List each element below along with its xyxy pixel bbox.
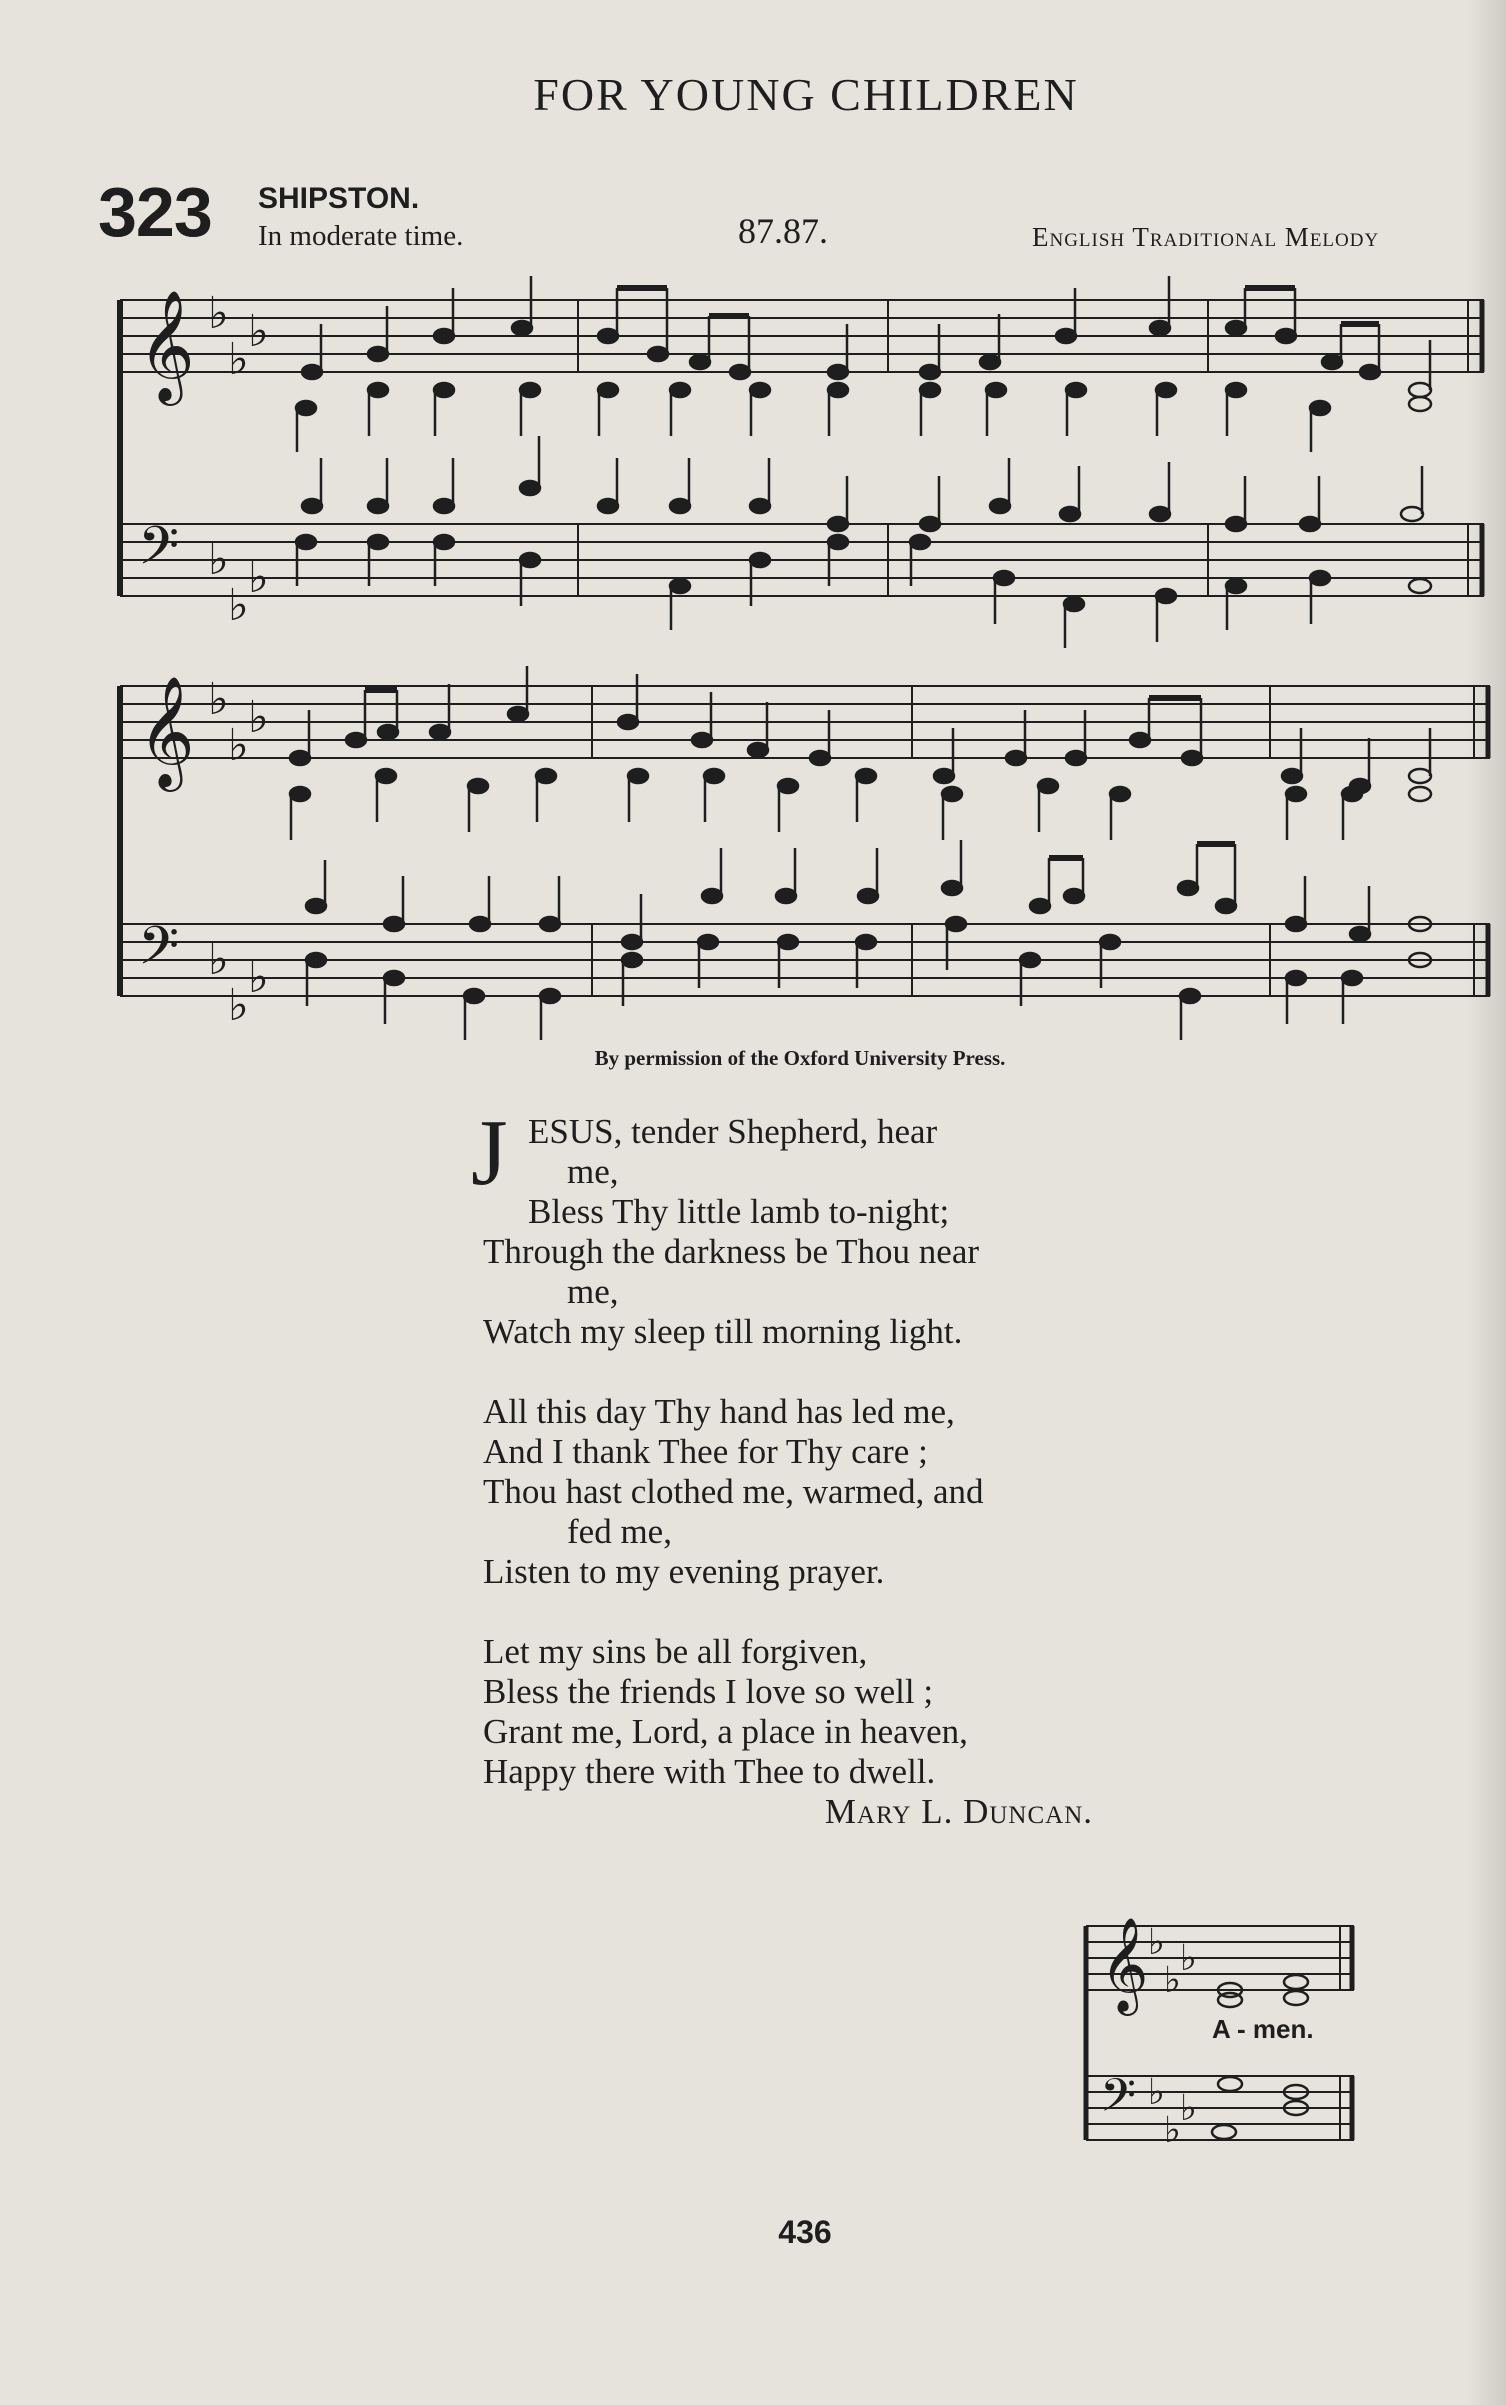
system-1 [120, 300, 1484, 596]
permission-credit: By permission of the Oxford University Press. [594, 1046, 1006, 1070]
bass-clef-icon: 𝄢 [138, 516, 180, 590]
svg-text:♭: ♭ [1180, 2088, 1197, 2129]
amen-notes [1212, 1975, 1308, 2139]
verse-line: Thou hast clothed me, warmed, and [483, 1472, 984, 1511]
svg-text:♭: ♭ [1148, 1922, 1165, 1963]
bass-staff-1 [120, 524, 1484, 596]
svg-text:♭: ♭ [1164, 2110, 1181, 2151]
verse-line: Happy there with Thee to dwell. [483, 1752, 936, 1791]
svg-text:♭: ♭ [228, 720, 249, 771]
bass-bass-1 [296, 535, 1431, 648]
svg-text:♭: ♭ [1148, 2072, 1165, 2113]
verse-line: me, [567, 1152, 619, 1191]
treble-clef-icon: 𝄞 [138, 289, 195, 401]
svg-text:♭: ♭ [208, 534, 229, 585]
page-number: 436 [778, 2214, 832, 2250]
svg-text:♭: ♭ [1180, 1938, 1197, 1979]
composer-credit: English Traditional Melody [1032, 222, 1380, 252]
hymn-number: 323 [98, 173, 212, 251]
verse-line: Let my sins be all forgiven, [483, 1632, 868, 1671]
treble-alto-2 [290, 769, 1431, 840]
svg-text:♭: ♭ [248, 306, 269, 357]
svg-text:♭: ♭ [1164, 1960, 1181, 2001]
verse-line: fed me, [567, 1512, 672, 1551]
svg-text:♭: ♭ [208, 934, 229, 985]
verse-line: me, [567, 1272, 619, 1311]
verse-line: Watch my sleep till morning light. [483, 1312, 963, 1351]
svg-text:♭: ♭ [248, 952, 269, 1003]
verse-line: Listen to my evening prayer. [483, 1552, 885, 1591]
bass-clef-icon: 𝄢 [1100, 2069, 1137, 2134]
stanza-1 [471, 1101, 1153, 1352]
bass-clef-icon: 𝄢 [138, 916, 180, 990]
svg-text:♭: ♭ [228, 980, 249, 1031]
svg-text:♭: ♭ [248, 552, 269, 603]
amen-label: A - men. [1212, 2014, 1314, 2044]
treble-clef-icon: 𝄞 [138, 675, 195, 787]
system-2 [120, 686, 1490, 996]
verse-line: And I thank Thee for Thy care ; [483, 1432, 928, 1471]
stanza-2 [483, 1392, 1153, 1592]
treble-staff-2 [120, 686, 1490, 758]
section-title: FOR YOUNG CHILDREN [533, 69, 1079, 120]
svg-text:♭: ♭ [228, 580, 249, 631]
svg-text:♭: ♭ [248, 692, 269, 743]
bass-tenor-2 [306, 840, 1431, 949]
author-credit: Mary L. Duncan. [824, 1792, 1093, 1831]
verse-line: Bless Thy little lamb to-night; [528, 1192, 950, 1231]
meter: 87.87. [738, 211, 828, 251]
treble-clef-icon: 𝄞 [1100, 1917, 1149, 2012]
svg-text:♭: ♭ [208, 288, 229, 339]
verse-line: All this day Thy hand has led me, [483, 1392, 955, 1431]
tune-name: SHIPSTON. [258, 182, 420, 215]
stanza-3 [483, 1632, 1153, 1832]
verse-line: ESUS, tender Shepherd, hear [528, 1112, 938, 1151]
drop-cap: J [471, 1101, 508, 1205]
svg-text:♭: ♭ [208, 674, 229, 725]
verse-line: Through the darkness be Thou near [483, 1232, 980, 1271]
bass-tenor-1 [302, 436, 1423, 531]
svg-text:♭: ♭ [228, 334, 249, 385]
treble-alto-1 [296, 383, 1431, 452]
hymn-verses [471, 1101, 1153, 1832]
tempo-marking: In moderate time. [258, 220, 464, 252]
verse-line: Grant me, Lord, a place in heaven, [483, 1712, 968, 1751]
verse-line: Bless the friends I love so well ; [483, 1672, 934, 1711]
